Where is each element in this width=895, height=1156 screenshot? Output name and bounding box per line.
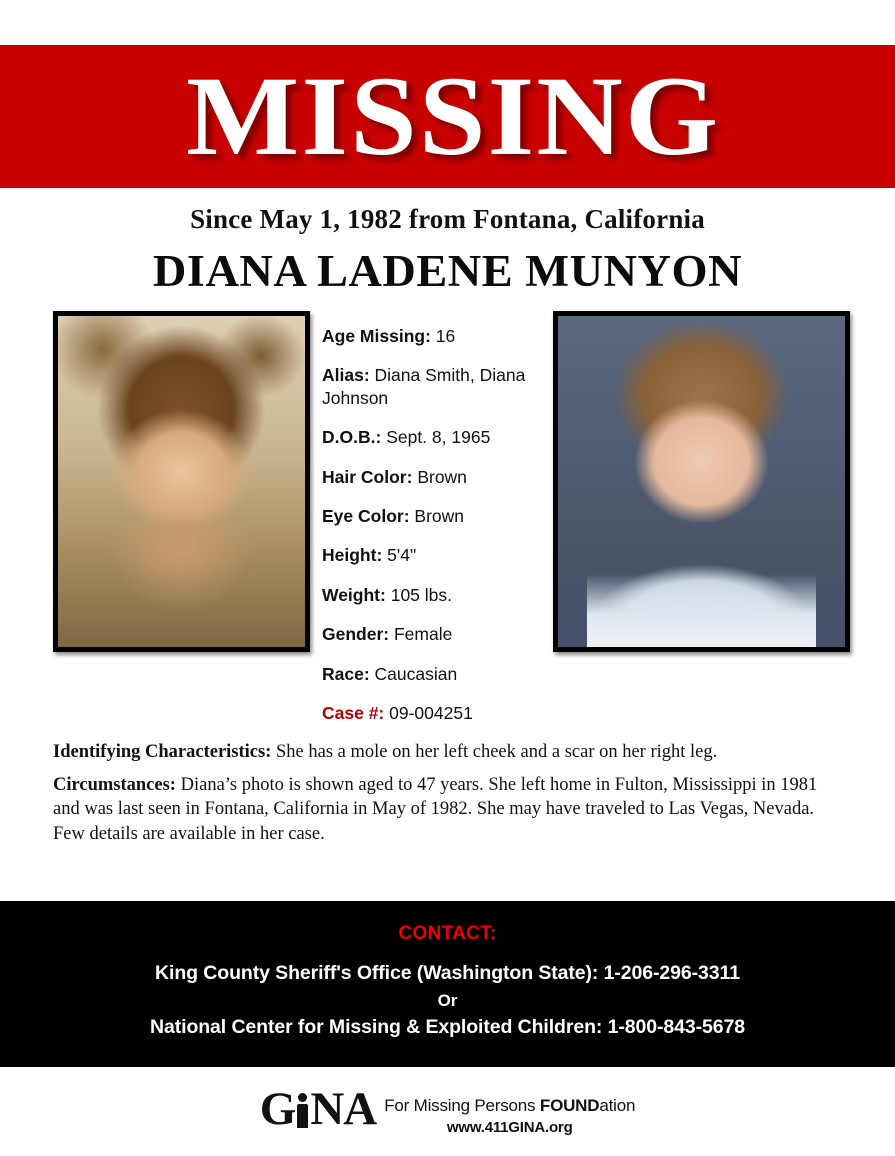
field-label: Weight: [322, 584, 386, 605]
field-value: 5'4" [387, 545, 417, 566]
identifying-characteristics-text: She has a mole on her left cheek and a scar on her right leg. [276, 742, 718, 763]
gina-letters-na: NA [310, 1082, 377, 1135]
person-figure-head [298, 1093, 307, 1102]
person-figure-body [297, 1104, 308, 1128]
field-value: 16 [435, 326, 456, 346]
field-value: Caucasian [374, 663, 458, 684]
field-row [322, 505, 545, 527]
field-value: Brown [417, 466, 467, 487]
field-label: Height: [322, 545, 383, 566]
profile-section [53, 297, 850, 724]
footer-logo [0, 1067, 895, 1136]
contact-separator: Or [437, 990, 458, 1010]
logo-tagline-part1: For Missing Persons [384, 1095, 540, 1115]
logo-text-block [384, 1087, 635, 1136]
field-row [322, 466, 545, 488]
contact-agency-primary: King County Sheriff's Office (Washington State): 1-206-296-3311 [155, 961, 740, 984]
logo-tagline-part2: ation [599, 1095, 636, 1115]
details-list [310, 311, 553, 724]
photo-frame-age-progressed [553, 311, 850, 652]
footer-spacer [0, 855, 895, 901]
field-label: Hair Color: [322, 466, 413, 487]
circumstances-text: Diana’s photo is shown aged to 47 years. She left home in Fulton, Mississippi in 1981 and was last seen in Fontana, California in May of 1982. She may have traveled to Las Vegas, Nevada. Few details are available in her case. [53, 774, 818, 845]
field-label: Eye Color: [322, 505, 410, 526]
field-row [322, 364, 545, 409]
contact-heading: CONTACT: [398, 922, 497, 944]
field-label: Alias: [322, 365, 370, 386]
photo-original [58, 316, 305, 647]
field-label: Race: [322, 663, 370, 684]
gina-letter-g: G [259, 1082, 296, 1135]
field-value: 105 lbs. [390, 584, 453, 605]
circumstances-label: Circumstances: [53, 774, 176, 795]
logo-tagline [384, 1096, 635, 1116]
gina-wordmark [259, 1082, 377, 1135]
contact-section [0, 901, 895, 1067]
field-label: Gender: [322, 624, 390, 645]
field-value: Female [393, 624, 453, 645]
field-value-case-number: 09-004251 [389, 702, 473, 723]
circumstances-paragraph [53, 773, 842, 847]
identifying-characteristics-label: Identifying Characteristics: [53, 742, 272, 763]
since-line: Since May 1, 1982 from Fontana, California [190, 204, 705, 234]
contact-agency-secondary: National Center for Missing & Exploited Children: 1-800-843-5678 [150, 1016, 745, 1039]
field-row [322, 325, 545, 347]
description-section [53, 740, 842, 846]
photo-frame-original [53, 311, 310, 652]
field-value: Sept. 8, 1965 [386, 427, 491, 448]
person-figure-icon [297, 1093, 308, 1128]
logo-tagline-found: FOUND [539, 1095, 600, 1115]
field-row [322, 584, 545, 606]
photo-age-progressed [558, 316, 845, 647]
top-margin [0, 0, 895, 45]
field-row-case-number [322, 702, 545, 724]
identifying-characteristics-paragraph [53, 740, 842, 765]
missing-headline: MISSING [185, 54, 720, 179]
field-value: Brown [414, 505, 465, 526]
field-row [322, 623, 545, 645]
field-label: D.O.B.: [322, 427, 382, 448]
missing-banner [0, 45, 895, 188]
page-title: DIANA LADENE MUNYON [152, 246, 743, 296]
field-value: Diana Smith, Diana Johnson [322, 365, 526, 408]
field-row [322, 426, 545, 448]
field-row [322, 663, 545, 685]
field-row [322, 544, 545, 566]
field-label-case-number: Case #: [322, 702, 385, 723]
logo-url: www.411GINA.org [446, 1118, 573, 1136]
field-label: Age Missing: [322, 326, 431, 346]
